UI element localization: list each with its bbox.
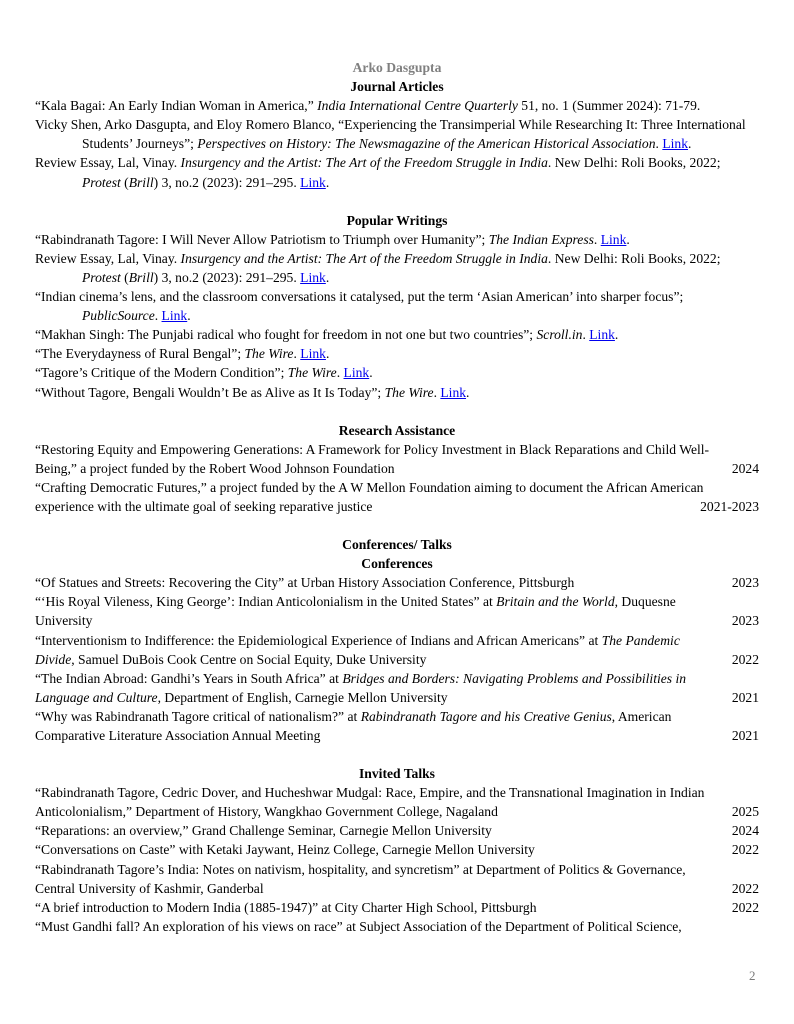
entry-venue: Protest [82,269,121,285]
link[interactable]: Link [343,365,370,381]
entry-text: “The Everydayness of Rural Bengal”; [35,346,245,362]
entry-venue: The Wire [244,346,294,362]
entry-venue: PublicSource [82,308,155,324]
entry-text: “Rabindranath Tagore, Cedric Dover, and Hucheshwar Mudgal: Race, Empire, and the Transnational Imagination in Indian [35,785,705,801]
entry-text: “A brief introduction to Modern India (1885-1947)” at City Charter High School, Pittsburgh [35,899,537,915]
entry-text: . [593,231,601,247]
conference-entry [35,669,759,707]
entry-year: 2022 [731,880,759,896]
invited-talk-entry [35,821,759,840]
invited-talks-heading: Invited Talks [359,766,435,782]
entry-year: 2024 [731,460,759,476]
entry-year: 2024 [731,823,759,839]
entry-text: “Crafting Democratic Futures,” a project funded by the A W Mellon Foundation aiming to document the African American [35,479,704,495]
entry-text: . [582,327,590,343]
invited-talk-entry [35,860,759,898]
entry-text: “Conversations on Caste” with Ketaki Jaywant, Heinz College, Carnegie Mellon University [35,842,535,858]
link[interactable]: Link [600,231,627,247]
popular-writings-heading: Popular Writings [346,212,448,228]
entry-text: “Tagore’s Critique of the Modern Condition”; [35,365,288,381]
entry-text: “Without Tagore, Bengali Wouldn’t Be as Alive as It Is Today”; [35,384,385,400]
entry-text: ( [120,269,129,285]
entry-text: , Duquesne [614,594,676,610]
popular-entry: “The Everydayness of Rural Bengal”; The Wire. Link. [35,346,330,362]
entry-text: “Kala Bagai: An Early Indian Woman in America,” [35,98,318,114]
entry-text: “Reparations: an overview,” Grand Challenge Seminar, Carnegie Mellon University [35,823,492,839]
author-name: Arko Dasgupta [352,60,442,75]
entry-venue: The Indian Express [488,231,594,247]
entry-year: 2021-2023 [700,498,759,514]
entry-event: Language and Culture [35,689,158,705]
entry-text: “Why was Rabindranath Tagore critical of nationalism?” at [35,708,361,724]
entry-text: “‘His Royal Vileness, King George’: Indian Anticolonialism in the United States” at [35,594,497,610]
entry-text: . New Delhi: Roli Books, 2022; [547,155,721,171]
popular-entry: Review Essay, Lal, Vinay. Insurgency and the Artist: The Art of the Freedom Struggle in India. New Delhi: Roli Books, 2022; Protest (Brill) 3, no.2 (2023): 291–295. Link. [35,250,721,285]
popular-entry: “Tagore’s Critique of the Modern Condition”; The Wire. Link. [35,365,373,381]
entry-venue: Protest [82,174,121,190]
entry-text: “Interventionism to Indifference: the Epidemiological Experience of Indians and African Americans” at [35,632,602,648]
entry-text: “Rabindranath Tagore: I Will Never Allow Patriotism to Triumph over Humanity”; [35,231,489,247]
invited-talk-entry [35,917,759,936]
entry-text: Review Essay, Lal, Vinay. [35,155,181,171]
journal-entry: Review Essay, Lal, Vinay. Insurgency and the Artist: The Art of the Freedom Struggle in India. New Delhi: Roli Books, 2022; Protest (Brill) 3, no.2 (2023): 291–295. Link. [35,155,721,190]
entry-event: Britain and the World [496,594,615,610]
invited-talk-entry [35,898,759,917]
entry-year: 2022 [731,651,759,667]
entry-text: , American [611,708,672,724]
cv-page [35,58,759,936]
entry-text: ) 3, no.2 (2023): 291–295. [153,174,301,190]
entry-text: . [154,308,162,324]
link[interactable]: Link [440,384,467,400]
invited-talk-entry [35,783,759,821]
entry-text: “Restoring Equity and Empowering Generations: A Framework for Policy Investment in Black Reparations and Child Well- [35,441,710,457]
conference-entry [35,707,759,745]
entry-text: Vicky Shen, Arko Dasgupta, and Eloy Romero Blanco, “Experiencing the Transimperial While Researching It: Three International Students’ Journeys”; [35,117,746,152]
entry-text: . [293,346,301,362]
entry-year: 2025 [731,804,759,820]
entry-text: , Department of English, Carnegie Mellon University [157,689,448,705]
research-entry [35,478,759,516]
entry-text: “Rabindranath Tagore’s India: Notes on nativism, hospitality, and syncretism” at Department of Politics & Governance, [35,861,686,877]
conference-entry [35,592,759,630]
entry-event: Divide [35,651,72,667]
journal-entry: Vicky Shen, Arko Dasgupta, and Eloy Romero Blanco, “Experiencing the Transimperial While Researching It: Three International Students’ Journeys”; Perspectives on History: The Newsmagazine of the American Historical Association. Link. [35,117,746,152]
entry-text: Review Essay, Lal, Vinay. [35,250,181,266]
entry-text: Central University of Kashmir, Ganderbal [35,880,264,896]
entry-venue: India International Centre Quarterly [317,98,518,114]
link[interactable]: Link [300,269,326,285]
entry-text: “Of Statues and Streets: Recovering the City” at Urban History Association Conference, Pittsburgh [35,575,575,591]
entry-text: experience with the ultimate goal of seeking reparative justice [35,498,373,514]
link[interactable]: Link [161,308,188,324]
entry-text: University [35,613,93,629]
journal-entry [35,96,759,115]
entry-event: Rabindranath Tagore and his Creative Genius [360,708,612,724]
entry-publisher: Brill [128,174,154,190]
entry-year: 2022 [731,842,759,858]
entry-year: 2022 [731,899,759,915]
conferences-subheading: Conferences [361,556,433,572]
conference-entry [35,631,759,669]
entry-text: ( [120,174,129,190]
entry-publisher: Brill [128,269,154,285]
popular-entry: “Makhan Singh: The Punjabi radical who fought for freedom in not one but two countries”; Scroll.in. Link. [35,327,619,343]
entry-text: “Makhan Singh: The Punjabi radical who fought for freedom in not one but two countries”; [35,327,537,343]
research-assistance-heading: Research Assistance [338,422,456,438]
entry-text: “Must Gandhi fall? An exploration of his views on race” at Subject Association of the Department of Political Science, [35,918,682,934]
page-number: 2 [749,968,756,983]
link[interactable]: Link [589,327,615,343]
conferences-talks-heading: Conferences/ Talks [342,537,452,553]
entry-text: “The Indian Abroad: Gandhi’s Years in South Africa” at [35,670,343,686]
research-entry [35,440,759,478]
entry-venue: The Wire [384,384,434,400]
entry-text: “Indian cinema’s lens, and the classroom conversations it catalysed, put the term ‘Asian American’ into sharper focus”; [35,289,684,305]
popular-entry: “Without Tagore, Bengali Wouldn’t Be as Alive as It Is Today”; The Wire. Link. [35,384,470,400]
entry-text: . [433,384,441,400]
entry-title: Insurgency and the Artist: The Art of the Freedom Struggle in India [180,155,548,171]
entry-text: Anticolonialism,” Department of History, Wangkhao Government College, Nagaland [35,804,498,820]
entry-title: Insurgency and the Artist: The Art of the Freedom Struggle in India [180,250,548,266]
entry-text: Comparative Literature Association Annual Meeting [35,728,321,743]
entry-text: . [336,365,344,381]
journal-articles-heading: Journal Articles [350,79,444,95]
link[interactable]: Link [300,174,326,190]
entry-venue: Perspectives on History: The Newsmagazine of the American Historical Association [197,136,656,152]
link[interactable]: Link [662,136,689,152]
entry-year: 2021 [731,689,759,705]
entry-venue: The Wire [287,365,337,381]
entry-year: 2021 [731,728,759,743]
entry-text: . New Delhi: Roli Books, 2022; [547,250,721,266]
entry-year: 2023 [731,613,759,629]
entry-text: , Samuel DuBois Cook Centre on Social Equity, Duke University [71,651,427,667]
entry-text: . [655,136,663,152]
entry-event: Bridges and Borders: Navigating Problems and Possibilities in [342,670,687,686]
popular-entry: “Indian cinema’s lens, and the classroom conversations it catalysed, put the term ‘Asian American’ into sharper focus”; PublicSource. Link. [35,289,684,324]
popular-entry: “Rabindranath Tagore: I Will Never Allow Patriotism to Triumph over Humanity”; The Indian Express. Link. [35,231,630,247]
conference-entry [35,573,759,592]
link[interactable]: Link [300,346,326,362]
entry-venue: Scroll.in [536,327,583,343]
entry-text: Being,” a project funded by the Robert Wood Johnson Foundation [35,460,395,476]
entry-text: ) 3, no.2 (2023): 291–295. [153,269,301,285]
entry-event: The Pandemic [601,632,680,648]
entry-year: 2023 [731,575,759,591]
invited-talk-entry [35,840,759,859]
entry-text: 51, no. 1 (Summer 2024): 71-79. [517,98,701,114]
